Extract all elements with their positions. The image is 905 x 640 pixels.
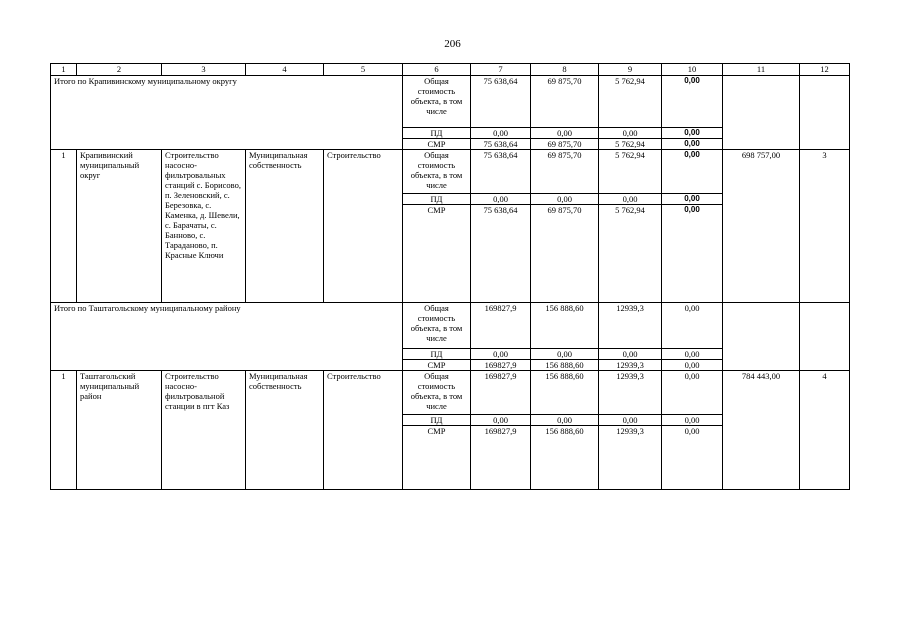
object-name-cell: Строительство насосно-фильтровальной станции в пгт Каз [162, 371, 246, 490]
value-cell: 0,00 [599, 349, 662, 360]
total-label: Итого по Крапивинскому муниципальному округу [51, 76, 403, 150]
total-row [51, 303, 850, 349]
cost-label: Общая стоимость объекта, в том числе [403, 150, 471, 194]
value-cell: 0,00 [662, 349, 723, 360]
value-cell: 0,00 [662, 426, 723, 490]
pd-label: ПД [403, 194, 471, 205]
smr-label: СМР [403, 360, 471, 371]
value-cell: 69 875,70 [531, 76, 599, 128]
value-cell: 0,00 [662, 360, 723, 371]
column-header: 5 [324, 64, 403, 76]
value-cell: 0,00 [531, 415, 599, 426]
work-type-cell: Строительство [324, 371, 403, 490]
pd-label: ПД [403, 415, 471, 426]
ownership-cell: Муниципальная собственность [246, 371, 324, 490]
empty-cell [723, 76, 800, 150]
value-cell: 156 888,60 [531, 303, 599, 349]
value-cell: 0,00 [662, 139, 723, 150]
value-cell: 156 888,60 [531, 371, 599, 415]
capacity-cell: 698 757,00 [723, 150, 800, 303]
smr-label: СМР [403, 426, 471, 490]
column-header: 10 [662, 64, 723, 76]
value-cell: 0,00 [662, 205, 723, 303]
value-cell: 75 638,64 [471, 139, 531, 150]
value-cell: 69 875,70 [531, 150, 599, 194]
value-cell: 75 638,64 [471, 205, 531, 303]
value-cell: 0,00 [662, 371, 723, 415]
cost-label: Общая стоимость объекта, в том числе [403, 371, 471, 415]
value-cell: 169827,9 [471, 371, 531, 415]
value-cell: 12939,3 [599, 303, 662, 349]
object-name-cell: Строительство насосно-фильтровальных станций с. Борисово, п. Зеленовский, с. Березовка, с. Каменка, д. Шевели, с. Барачаты, с. Банново, с. Тараданово, п. Красные Ключи [162, 150, 246, 303]
column-header: 1 [51, 64, 77, 76]
empty-cell [723, 303, 800, 371]
object-row [51, 150, 850, 194]
column-header-row [51, 64, 850, 76]
value-cell: 0,00 [599, 415, 662, 426]
value-cell: 0,00 [531, 128, 599, 139]
value-cell: 75 638,64 [471, 76, 531, 128]
value-cell: 169827,9 [471, 426, 531, 490]
value-cell: 5 762,94 [599, 205, 662, 303]
value-cell: 69 875,70 [531, 139, 599, 150]
smr-label: СМР [403, 205, 471, 303]
value-cell: 0,00 [662, 150, 723, 194]
value-cell: 12939,3 [599, 371, 662, 415]
value-cell: 0,00 [662, 76, 723, 128]
value-cell: 5 762,94 [599, 150, 662, 194]
value-cell: 0,00 [471, 128, 531, 139]
value-cell: 5 762,94 [599, 76, 662, 128]
total-label: Итого по Таштагольскому муниципальному району [51, 303, 403, 371]
municipality-cell: Крапивинский муниципальный округ [77, 150, 162, 303]
capacity-cell: 784 443,00 [723, 371, 800, 490]
value-cell: 69 875,70 [531, 205, 599, 303]
value-cell: 12939,3 [599, 360, 662, 371]
value-cell: 156 888,60 [531, 360, 599, 371]
column-header: 7 [471, 64, 531, 76]
year-cell: 3 [800, 150, 850, 303]
value-cell: 5 762,94 [599, 139, 662, 150]
year-cell: 4 [800, 371, 850, 490]
value-cell: 0,00 [599, 128, 662, 139]
value-cell: 0,00 [471, 415, 531, 426]
cost-label: Общая стоимость объекта, в том числе [403, 76, 471, 128]
pd-label: ПД [403, 128, 471, 139]
municipality-cell: Таштагольский муниципальный район [77, 371, 162, 490]
value-cell: 12939,3 [599, 426, 662, 490]
value-cell: 0,00 [531, 194, 599, 205]
work-type-cell: Строительство [324, 150, 403, 303]
value-cell: 0,00 [662, 303, 723, 349]
value-cell: 0,00 [599, 194, 662, 205]
column-header: 9 [599, 64, 662, 76]
row-number: 1 [51, 150, 77, 303]
value-cell: 169827,9 [471, 303, 531, 349]
empty-cell [800, 76, 850, 150]
page-number: 206 [444, 38, 461, 50]
pd-label: ПД [403, 349, 471, 360]
value-cell: 75 638,64 [471, 150, 531, 194]
row-number: 1 [51, 371, 77, 490]
value-cell: 169827,9 [471, 360, 531, 371]
column-header: 2 [77, 64, 162, 76]
value-cell: 0,00 [662, 415, 723, 426]
value-cell: 0,00 [662, 128, 723, 139]
column-header: 11 [723, 64, 800, 76]
value-cell: 0,00 [531, 349, 599, 360]
total-row [51, 76, 850, 128]
value-cell: 0,00 [471, 194, 531, 205]
column-header: 6 [403, 64, 471, 76]
ownership-cell: Муниципальная собственность [246, 150, 324, 303]
empty-cell [800, 303, 850, 371]
object-row [51, 371, 850, 415]
column-header: 3 [162, 64, 246, 76]
value-cell: 156 888,60 [531, 426, 599, 490]
column-header: 4 [246, 64, 324, 76]
value-cell: 0,00 [471, 349, 531, 360]
budget-table [50, 63, 850, 490]
value-cell: 0,00 [662, 194, 723, 205]
column-header: 8 [531, 64, 599, 76]
smr-label: СМР [403, 139, 471, 150]
cost-label: Общая стоимость объекта, в том числе [403, 303, 471, 349]
column-header: 12 [800, 64, 850, 76]
